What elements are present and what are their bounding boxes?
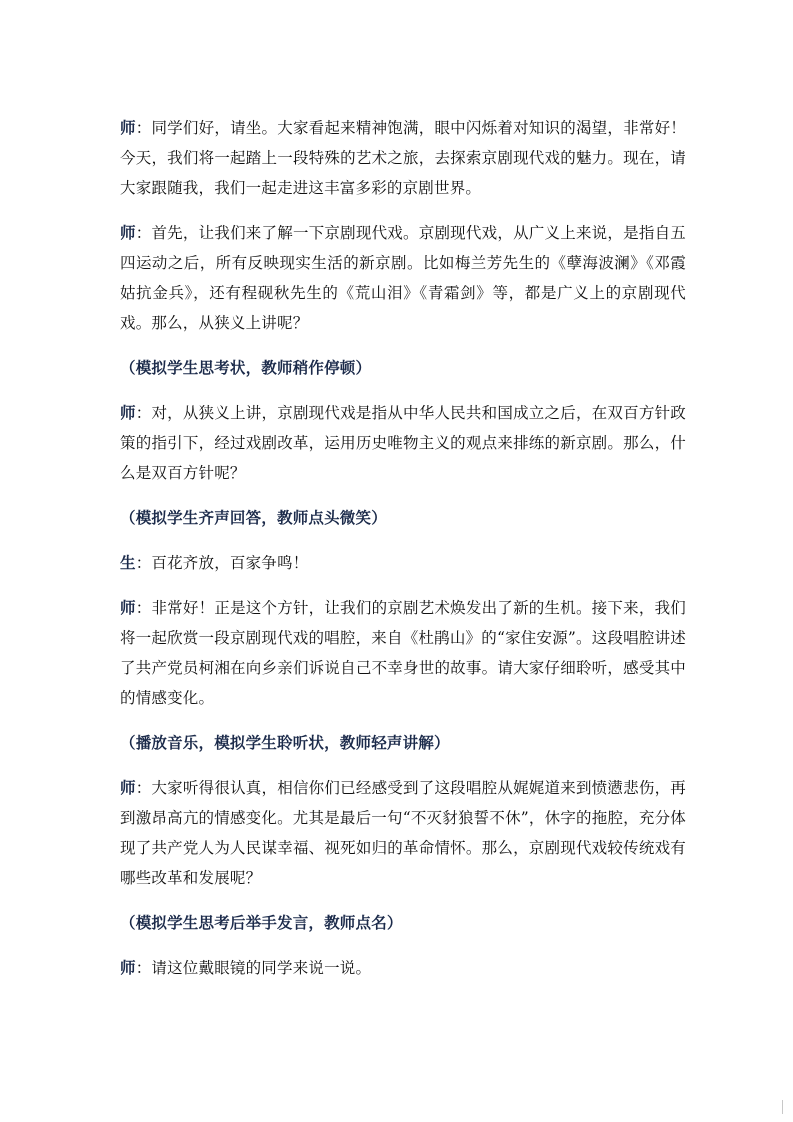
speaker-label: 师 <box>120 403 136 422</box>
stage-direction: （播放音乐，模拟学生聆听状，教师轻声讲解） <box>120 733 450 752</box>
speaker-label: 师 <box>120 598 136 617</box>
speaker-label: 师 <box>120 118 136 137</box>
dialogue-paragraph <box>120 398 686 488</box>
lesson-script <box>120 113 686 998</box>
dialogue-paragraph <box>120 593 686 713</box>
speaker-label: 师 <box>120 778 136 797</box>
dialogue-text: ：首先，让我们来了解一下京剧现代戏。京剧现代戏，从广义上来说，是指自五四运动之后，所有反映现实生活的新京剧。比如梅兰芳先生的《孽海波澜》《邓霞姑抗金兵》，还有程砚秋先生的《荒山泪》《青霜剑》等，都是广义上的京剧现代戏。那么，从狭义上讲呢？ <box>120 224 686 332</box>
stage-direction: （模拟学生思考状，教师稍作停顿） <box>120 358 372 377</box>
dialogue-paragraph <box>120 113 686 203</box>
dialogue-text: ：百花齐放，百家争鸣！ <box>135 554 309 572</box>
dialogue-paragraph <box>120 953 686 983</box>
dialogue-paragraph <box>120 548 686 578</box>
dialogue-text: ：请这位戴眼镜的同学来说一说。 <box>135 959 372 977</box>
stage-direction: （模拟学生思考后举手发言，教师点名） <box>120 913 403 932</box>
speaker-label: 生 <box>120 553 136 572</box>
page-corner-mark <box>782 1100 783 1114</box>
dialogue-text: ：非常好！正是这个方针，让我们的京剧艺术焕发出了新的生机。接下来，我们将一起欣赏一段京剧现代戏的唱腔，来自《杜鹃山》的“家住安源”。这段唱腔讲述了共产党员柯湘在向乡亲们诉说自己不幸身世的故事。请大家仔细聆听，感受其中的情感变化。 <box>120 599 686 707</box>
speaker-label: 师 <box>120 223 136 242</box>
dialogue-paragraph <box>120 218 686 338</box>
dialogue-text: ：同学们好，请坐。大家看起来精神饱满，眼中闪烁着对知识的渴望，非常好！今天，我们将一起踏上一段特殊的艺术之旅，去探索京剧现代戏的魅力。现在，请大家跟随我，我们一起走进这丰富多彩的京剧世界。 <box>120 119 686 197</box>
dialogue-paragraph <box>120 773 686 893</box>
dialogue-text: ：大家听得很认真，相信你们已经感受到了这段唱腔从娓娓道来到愤懑悲伤，再到激昂高亢的情感变化。尤其是最后一句“不灭豺狼誓不休”，休字的拖腔，充分体现了共产党人为人民谋幸福、视死如归的革命情怀。那么，京剧现代戏较传统戏有哪些改革和发展呢？ <box>120 779 686 887</box>
speaker-label: 师 <box>120 958 136 977</box>
stage-direction: （模拟学生齐声回答，教师点头微笑） <box>120 508 387 527</box>
dialogue-text: ：对，从狭义上讲，京剧现代戏是指从中华人民共和国成立之后，在双百方针政策的指引下，经过戏剧改革，运用历史唯物主义的观点来排练的新京剧。那么，什么是双百方针呢？ <box>120 404 686 482</box>
